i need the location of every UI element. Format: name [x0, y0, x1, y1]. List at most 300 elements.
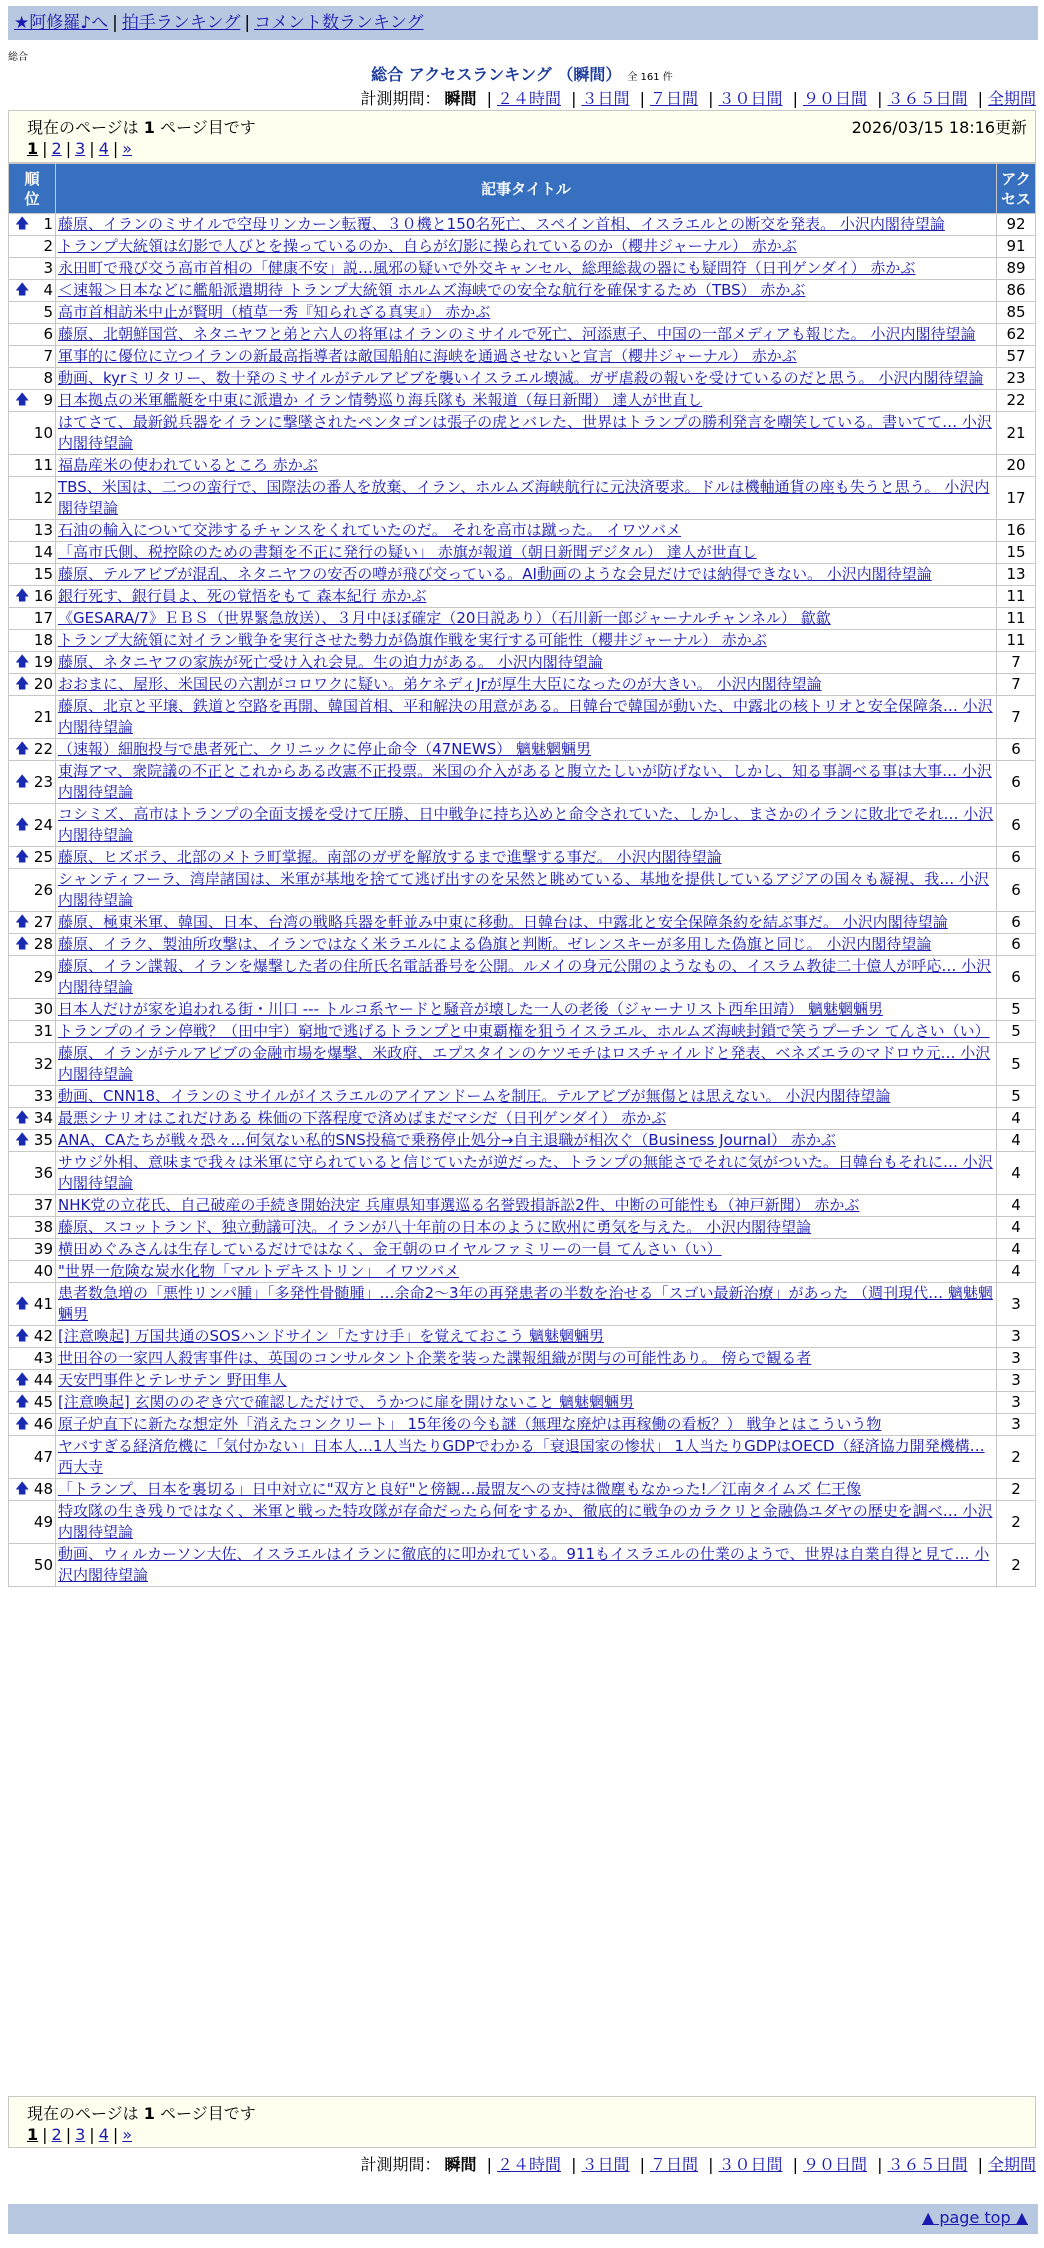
table-row: [9, 1086, 1036, 1108]
access-count: 57: [997, 346, 1036, 368]
access-count: 3: [997, 1392, 1036, 1414]
table-row: [9, 455, 1036, 477]
period-label: 計測期間：: [360, 2155, 441, 2174]
access-count: 4: [997, 1152, 1036, 1195]
table-row: [9, 652, 1036, 674]
bottom-bar: [8, 2204, 1038, 2234]
table-row: [9, 1108, 1036, 1130]
table-row: [9, 1217, 1036, 1239]
table-row: [9, 1479, 1036, 1501]
table-row: [9, 1544, 1036, 1587]
period-selector-top: 計測期間： 瞬間 | ２４時間 | ３日間 | ７日間 | ３０日間 | ９０日間 | ３６５日間 | 全期間: [360, 89, 1036, 108]
article-link[interactable]: 永田町で飛び交う高市首相の「健康不安」説…風邪の疑いで外交キャンセル、総理総裁の器にも疑問符（日刊ゲンダイ） 赤かぶ: [58, 259, 916, 277]
table-row: [9, 324, 1036, 346]
rank-cell: [9, 674, 56, 696]
rank-cell: [9, 630, 56, 652]
up-arrow-icon: 🡅: [15, 1110, 30, 1126]
rank-cell: [9, 847, 56, 869]
title-cell: [56, 999, 997, 1021]
up-arrow-icon: 🡅: [15, 849, 30, 865]
period-link-365d[interactable]: ３６５日間: [887, 2155, 968, 2174]
rank-cell: [9, 586, 56, 608]
up-arrow-icon: 🡅: [15, 1372, 30, 1388]
access-count: 20: [997, 455, 1036, 477]
title-cell: [56, 1348, 997, 1370]
pagination-bottom: 1 | 2 | 3 | 4 | »: [27, 2125, 133, 2144]
article-link[interactable]: [注意喚起] 万国共通のSOSハンドサイン「たすけ手」を覚えておこう 魑魅魍魎男: [58, 1327, 605, 1345]
article-link[interactable]: 横田めぐみさんは生存しているだけではなく、金王朝のロイヤルファミリーの一員 てんさい（い）: [58, 1240, 722, 1258]
access-count: 22: [997, 390, 1036, 412]
rank-cell: [9, 412, 56, 455]
article-link[interactable]: 「トランプ、日本を裏切る」日中対立に"双方と良好"と傍観…最盟友への支持は微塵もなかった!／江南タイムズ 仁王像: [58, 1480, 862, 1498]
article-link[interactable]: 日本人だけが家を追われる街・川口 --- トルコ系ヤードと騒音が壊した一人の老後（ジャーナリスト西牟田靖） 魑魅魍魎男: [58, 1000, 883, 1018]
title-cell: [56, 1436, 997, 1479]
table-row: [9, 630, 1036, 652]
rank-cell: [9, 1217, 56, 1239]
rank-cell: [9, 1108, 56, 1130]
table-row: [9, 912, 1036, 934]
article-link[interactable]: 石油の輸入について交渉するチャンスをくれていたのだ。 それを高市は蹴った。 イワツバメ: [58, 521, 682, 539]
access-count: 7: [997, 696, 1036, 739]
rank-cell: [9, 455, 56, 477]
rank-number: 6: [43, 325, 53, 343]
rank-number: 30: [33, 1000, 53, 1018]
up-arrow-icon: 🡅: [15, 914, 30, 930]
rank-number: 12: [33, 488, 53, 507]
rank-cell: [9, 1195, 56, 1217]
article-link[interactable]: サウジ外相、意味まで我々は米軍に守られていると信じていたが逆だった、トランプの無能さでそれに気がついた。日韓台もそれに… 小沢内閣待望論: [58, 1153, 993, 1192]
title-cell: [56, 280, 997, 302]
pager-next[interactable]: »: [122, 139, 133, 158]
header-title: 記事タイトル: [56, 164, 997, 214]
table-row: [9, 564, 1036, 586]
rank-number: 25: [33, 848, 53, 866]
period-link-24h[interactable]: ２４時間: [496, 89, 561, 108]
title-cell: [56, 477, 997, 520]
up-arrow-icon: 🡅: [15, 392, 30, 408]
access-count: 6: [997, 847, 1036, 869]
article-link[interactable]: 「高市氏側、税控除のための書類を不正に発行の疑い」 赤旗が報道（朝日新聞デジタル） 達人が世直し: [58, 543, 757, 561]
period-link-24h[interactable]: ２４時間: [496, 2155, 561, 2174]
article-link[interactable]: おおまに、屋形、米国民の六割がコロワクに疑い。弟ケネディJrが厚生大臣になったのが大きい。 小沢内閣待望論: [58, 675, 822, 693]
access-count: 11: [997, 586, 1036, 608]
rank-number: 8: [43, 369, 53, 387]
title-cell: [56, 1152, 997, 1195]
article-link[interactable]: 藤原、イランがテルアビブの金融市場を爆撃、米政府、エプスタインのケツモチはロスチャイルドと発表、ベネズエラのマドロウ元… 小沢内閣待望論: [58, 1044, 991, 1083]
table-row: [9, 804, 1036, 847]
rank-number: 27: [33, 913, 53, 931]
access-count: 23: [997, 368, 1036, 390]
ranking-table: [8, 163, 1036, 1587]
updated-timestamp: 2026/03/15 18:16更新: [851, 118, 1027, 137]
top-nav-bar: [8, 6, 1038, 40]
period-link-30d[interactable]: ３０日間: [718, 89, 783, 108]
table-row: [9, 1043, 1036, 1086]
access-count: 6: [997, 739, 1036, 761]
period-link-all[interactable]: 全期間: [987, 2155, 1036, 2174]
rank-cell: [9, 869, 56, 912]
access-count: 3: [997, 1326, 1036, 1348]
table-row: [9, 236, 1036, 258]
article-link[interactable]: 藤原、テルアビブが混乱、ネタニヤフの安否の噂が飛び交っている。AI動画のような会見だけでは納得できない。 小沢内閣待望論: [58, 565, 932, 583]
up-arrow-icon: 🡅: [15, 654, 30, 670]
rank-cell: [9, 346, 56, 368]
access-count: 2: [997, 1479, 1036, 1501]
up-arrow-icon: 🡅: [15, 282, 30, 298]
article-link[interactable]: 藤原、極東米軍、韓国、日本、台湾の戦略兵器を軒並み中東に移動。日韓台は、中露北と安全保障条約を結ぶ事だ。 小沢内閣待望論: [58, 913, 948, 931]
rank-cell: [9, 1436, 56, 1479]
title-cell: [56, 1195, 997, 1217]
rank-number: 26: [33, 880, 53, 899]
title-cell: [56, 1414, 997, 1436]
period-link-7d[interactable]: ７日間: [649, 2155, 698, 2174]
article-link[interactable]: 藤原、北朝鮮国営、ネタニヤフと弟と六人の将軍はイランのミサイルで死亡、河添恵子、中国の一部メディアも報じた。 小沢内閣待望論: [58, 325, 976, 343]
title-cell: [56, 608, 997, 630]
period-current: 瞬間: [444, 2155, 477, 2174]
article-link[interactable]: 《GESARA/7》ＥＢＳ（世界緊急放送）、３月中ほぼ確定（20日説あり）（石川新一郎ジャーナルチャンネル） 歙歙: [58, 609, 831, 627]
access-count: 92: [997, 214, 1036, 236]
up-arrow-icon: 🡅: [15, 1394, 30, 1410]
table-row: [9, 1261, 1036, 1283]
table-row: [9, 696, 1036, 739]
up-arrow-icon: 🡅: [15, 1132, 30, 1148]
article-link[interactable]: 福島産米の使われているところ 赤かぶ: [58, 456, 318, 474]
rank-number: 48: [33, 1480, 53, 1498]
rank-cell: [9, 804, 56, 847]
article-link[interactable]: トランプのイラン停戦？（田中宇）窮地で逃げるトランプと中東覇権を狙うイスラエル、ホルムズ海峡封鎖で笑うプーチン てんさい（い）: [58, 1022, 990, 1040]
table-row: [9, 869, 1036, 912]
access-count: 13: [997, 564, 1036, 586]
access-count: 6: [997, 912, 1036, 934]
rank-cell: [9, 1392, 56, 1414]
section-label: 総合: [8, 52, 28, 63]
rank-number: 37: [33, 1196, 53, 1214]
rank-number: 41: [33, 1294, 53, 1313]
access-count: 5: [997, 1021, 1036, 1043]
rank-number: 28: [33, 935, 53, 953]
rank-number: 15: [33, 565, 53, 583]
article-link[interactable]: 動画、ウィルカーソン大佐、イスラエルはイランに徹底的に叩かれている。911もイスラエルの仕業のようで、世界は自業自得と見て… 小沢内閣待望論: [58, 1545, 990, 1584]
pager-next[interactable]: »: [122, 2125, 133, 2144]
title-cell: [56, 804, 997, 847]
up-arrow-icon: 🡅: [15, 1328, 30, 1344]
article-link[interactable]: 動画、CNN18、イランのミサイルがイスラエルのアイアンドームを制圧。テルアビブが無傷とは思えない。 小沢内閣待望論: [58, 1087, 891, 1105]
rank-cell: [9, 214, 56, 236]
rank-cell: [9, 302, 56, 324]
table-row: [9, 1152, 1036, 1195]
rank-number: 50: [33, 1555, 53, 1574]
up-arrow-icon: 🡅: [15, 1416, 30, 1432]
access-count: 3: [997, 1348, 1036, 1370]
rank-number: 21: [33, 707, 53, 726]
access-count: 3: [997, 1283, 1036, 1326]
period-selector-bottom: 計測期間： 瞬間 | ２４時間 | ３日間 | ７日間 | ３０日間 | ９０日間 | ３６５日間 | 全期間: [360, 2155, 1036, 2174]
access-count: 11: [997, 630, 1036, 652]
rank-number: 22: [33, 740, 53, 758]
article-link[interactable]: 原子炉直下に新たな想定外「消えたコンクリート」 15年後の今も謎（無理な廃炉は再稼働の看板？） 戦争とはこういう物: [58, 1415, 882, 1433]
up-arrow-icon: 🡅: [15, 773, 30, 790]
table-row: [9, 608, 1036, 630]
title-cell: [56, 652, 997, 674]
article-link[interactable]: 軍事的に優位に立つイランの新最高指導者は敵国船舶に海峡を通過させないと宣言（櫻井ジャーナル） 赤かぶ: [58, 347, 797, 365]
rank-cell: [9, 608, 56, 630]
article-link[interactable]: シャンティフーラ、湾岸諸国は、米軍が基地を捨てて逃げ出すのを呆然と眺めている、基地を提供しているアジアの国々も凝視、我… 小沢内閣待望論: [58, 870, 990, 909]
rank-number: 34: [33, 1109, 53, 1127]
nav-separator: |: [244, 13, 251, 33]
article-link[interactable]: "世界一危険な炭水化物「マルトデキストリン」 イワツバメ: [58, 1262, 460, 1280]
article-link[interactable]: 最悪シナリオはこれだけある 株価の下落程度で済めばまだマシだ（日刊ゲンダイ） 赤かぶ: [58, 1109, 667, 1127]
rank-cell: [9, 761, 56, 804]
table-row: [9, 1130, 1036, 1152]
access-count: 6: [997, 934, 1036, 956]
rank-cell: [9, 1544, 56, 1587]
access-count: 89: [997, 258, 1036, 280]
rank-cell: [9, 1501, 56, 1544]
article-link[interactable]: 銀行死す、銀行員よ、死の覚悟をもて 森本紀行 赤かぶ: [58, 587, 427, 605]
article-link[interactable]: ＜速報＞日本などに艦船派遣期待 トランプ大統領 ホルムズ海峡での安全な航行を確保するため（TBS） 赤かぶ: [58, 281, 806, 299]
page-title-block: [0, 62, 1044, 85]
access-count: 7: [997, 652, 1036, 674]
rank-cell: [9, 1370, 56, 1392]
rank-cell: [9, 520, 56, 542]
article-link[interactable]: はてさて、最新鋭兵器をイランに撃墜されたペンタゴンは張子の虎とバレた、世界はトランプの勝利発言を嘲笑している。書いてて… 小沢内閣待望論: [58, 413, 992, 452]
current-page-text: 現在のページは 1 ページ目です: [27, 118, 256, 137]
rank-number: 29: [33, 967, 53, 986]
table-row: [9, 1283, 1036, 1326]
title-cell: [56, 258, 997, 280]
period-link-365d[interactable]: ３６５日間: [887, 89, 968, 108]
article-link[interactable]: 藤原、イランのミサイルで空母リンカーン転覆、３０機と150名死亡、スペイン首相、イスラエルとの断交を発表。 小沢内閣待望論: [58, 215, 945, 233]
rank-cell: [9, 1348, 56, 1370]
header-rank: 順位: [9, 164, 56, 214]
title-cell: [56, 761, 997, 804]
article-link[interactable]: 世田谷の一家四人殺害事件は、英国のコンサルタント企業を装った諜報組織が関与の可能性あり。 傍らで観る者: [58, 1349, 812, 1367]
table-row: [9, 302, 1036, 324]
article-link[interactable]: 天安門事件とテレサテン 野田隼人: [58, 1371, 287, 1389]
rank-number: 46: [33, 1415, 53, 1433]
rank-number: 42: [33, 1327, 53, 1345]
table-row: [9, 542, 1036, 564]
page-info-bottom: [8, 2096, 1036, 2148]
title-cell: [56, 1479, 997, 1501]
article-link[interactable]: 藤原、イラク、製油所攻撃は、イランではなく米ラエルによる偽旗と判断。ゼレンスキーが多用した偽旗と同じ。 小沢内閣待望論: [58, 935, 932, 953]
pager-page-3[interactable]: 3: [75, 139, 86, 158]
table-row: [9, 1195, 1036, 1217]
period-current: 瞬間: [444, 89, 477, 108]
access-count: 5: [997, 1043, 1036, 1086]
rank-cell: [9, 542, 56, 564]
title-cell: [56, 956, 997, 999]
title-cell: [56, 368, 997, 390]
period-label: 計測期間：: [360, 89, 441, 108]
rank-cell: [9, 1326, 56, 1348]
article-link[interactable]: 藤原、スコットランド、独立動議可決。イランが八十年前の日本のように欧州に勇気を与えた。 小沢内閣待望論: [58, 1218, 812, 1236]
table-row: [9, 477, 1036, 520]
title-cell: [56, 1043, 997, 1086]
comment-ranking-link[interactable]: コメント数ランキング: [254, 13, 424, 33]
access-count: 11: [997, 608, 1036, 630]
up-arrow-icon: 🡅: [15, 816, 30, 833]
page-info-top: [8, 110, 1036, 163]
pager-page-3[interactable]: 3: [75, 2125, 86, 2144]
title-cell: [56, 1501, 997, 1544]
rank-number: 5: [43, 303, 53, 321]
table-row: [9, 520, 1036, 542]
article-link[interactable]: 日本拠点の米軍艦艇を中東に派遣か イラン情勢巡り海兵隊も 米報道（毎日新聞） 達人が世直し: [58, 391, 703, 409]
pagination: 1 | 2 | 3 | 4 | »: [27, 139, 133, 158]
rank-cell: [9, 1130, 56, 1152]
ranking-body: [9, 214, 1036, 1587]
title-cell: [56, 1370, 997, 1392]
rank-cell: [9, 324, 56, 346]
rank-number: 33: [33, 1087, 53, 1105]
rank-cell: [9, 236, 56, 258]
period-link-90d[interactable]: ９０日間: [802, 2155, 867, 2174]
article-link[interactable]: 高市首相訪米中止が賢明（植草一秀『知られざる真実』） 赤かぶ: [58, 303, 491, 321]
article-link[interactable]: 藤原、ネタニヤフの家族が死亡受け入れ会見。生の迫力がある。 小沢内閣待望論: [58, 653, 603, 671]
title-cell: [56, 1261, 997, 1283]
rank-number: 7: [43, 347, 53, 365]
title-cell: [56, 1217, 997, 1239]
period-link-90d[interactable]: ９０日間: [802, 89, 867, 108]
period-link-7d[interactable]: ７日間: [649, 89, 698, 108]
table-row: [9, 761, 1036, 804]
rank-cell: [9, 1283, 56, 1326]
title-cell: [56, 1130, 997, 1152]
article-link[interactable]: 特攻隊の生き残りではなく、米軍と戦った特攻隊が存命だったら何をするか、徹底的に戦争のカラクリと金融偽ユダヤの歴史を調べ… 小沢内閣待望論: [58, 1502, 993, 1541]
rank-cell: [9, 1479, 56, 1501]
article-link[interactable]: 患者数急増の「悪性リンパ腫」「多発性骨髄腫」…余命2〜3年の再発患者の半数を治せる「スゴい最新治療」があった （週刊現代… 魑魅魍魎男: [58, 1284, 993, 1323]
article-link[interactable]: TBS、米国は、二つの蛮行で、国際法の番人を放棄、イラン、ホルムズ海峡航行に元決済要求。ドルは機軸通貨の座も失うと思う。 小沢内閣待望論: [58, 478, 990, 517]
rank-cell: [9, 368, 56, 390]
table-row: [9, 999, 1036, 1021]
rank-number: 4: [43, 281, 53, 299]
article-link[interactable]: 藤原、北京と平壌、鉄道と空路を再開、韓国首相、平和解決の用意がある。日韓台で韓国が動いた、中露北の核トリオと安全保障条… 小沢内閣待望論: [58, 697, 993, 736]
access-count: 21: [997, 412, 1036, 455]
table-header-row: [9, 164, 1036, 214]
title-cell: [56, 214, 997, 236]
period-link-all[interactable]: 全期間: [987, 89, 1036, 108]
title-cell: [56, 1239, 997, 1261]
article-link[interactable]: トランプ大統領に対イラン戦争を実行させた勢力が偽旗作戦を実行する可能性（櫻井ジャーナル） 赤かぶ: [58, 631, 767, 649]
rank-number: 38: [33, 1218, 53, 1236]
rank-number: 9: [43, 391, 53, 409]
page-top-link[interactable]: ▲ page top ▲: [921, 2208, 1028, 2227]
rank-number: 3: [43, 259, 53, 277]
article-link[interactable]: 藤原、ヒズボラ、北部のメトラ町掌握。南部のガザを解放するまで進撃する事だ。 小沢内閣待望論: [58, 848, 722, 866]
pager-current: 1: [27, 139, 39, 158]
access-count: 4: [997, 1261, 1036, 1283]
title-cell: [56, 630, 997, 652]
access-count: 5: [997, 999, 1036, 1021]
rank-number: 13: [33, 521, 53, 539]
article-link[interactable]: [注意喚起] 玄関ののぞき穴で確認しただけで、うかつに扉を開けないこと 魑魅魍魎男: [58, 1393, 634, 1411]
access-count: 15: [997, 542, 1036, 564]
rank-number: 16: [33, 587, 53, 605]
up-arrow-icon: 🡅: [15, 1295, 30, 1312]
title-cell: [56, 912, 997, 934]
title-cell: [56, 1108, 997, 1130]
access-count: 2: [997, 1544, 1036, 1587]
title-cell: [56, 455, 997, 477]
period-link-3d[interactable]: ３日間: [581, 2155, 630, 2174]
pager-page-2[interactable]: 2: [51, 2125, 62, 2144]
rank-number: 11: [33, 456, 53, 474]
pager-page-2[interactable]: 2: [51, 139, 62, 158]
rank-cell: [9, 390, 56, 412]
rank-number: 45: [33, 1393, 53, 1411]
access-count: 4: [997, 1108, 1036, 1130]
period-link-30d[interactable]: ３０日間: [718, 2155, 783, 2174]
table-row: [9, 1414, 1036, 1436]
rank-number: 18: [33, 631, 53, 649]
clap-ranking-link[interactable]: 拍手ランキング: [121, 13, 241, 33]
pager-page-4[interactable]: 4: [98, 139, 109, 158]
title-cell: [56, 1021, 997, 1043]
rank-cell: [9, 999, 56, 1021]
access-count: 4: [997, 1217, 1036, 1239]
period-link-3d[interactable]: ３日間: [581, 89, 630, 108]
table-row: [9, 1239, 1036, 1261]
rank-number: 44: [33, 1371, 53, 1389]
title-cell: [56, 542, 997, 564]
article-link[interactable]: ANA、CAたちが戦々恐々…何気ない私的SNS投稿で乗務停止処分→自主退職が相次ぐ（Business Journal） 赤かぶ: [58, 1131, 836, 1149]
table-row: [9, 258, 1036, 280]
rank-number: 2: [43, 237, 53, 255]
rank-cell: [9, 912, 56, 934]
article-link[interactable]: 動画、kyrミリタリー、数十発のミサイルがテルアビブを襲いイスラエル壊滅。ガザ虐殺の報いを受けているのだと思う。 小沢内閣待望論: [58, 369, 984, 387]
access-count: 85: [997, 302, 1036, 324]
access-count: 4: [997, 1239, 1036, 1261]
home-link[interactable]: ★阿修羅♪へ: [14, 13, 109, 33]
header-access: アクセス: [997, 164, 1036, 214]
pager-current: 1: [27, 2125, 39, 2144]
table-row: [9, 1392, 1036, 1414]
access-count: 86: [997, 280, 1036, 302]
article-link[interactable]: NHK党の立花氏、自己破産の手続き開始決定 兵庫県知事選巡る名誉毀損訴訟2件、中断の可能性も（神戸新聞） 赤かぶ: [58, 1196, 860, 1214]
pager-page-4[interactable]: 4: [98, 2125, 109, 2144]
rank-number: 20: [33, 675, 53, 693]
title-cell: [56, 739, 997, 761]
table-row: [9, 934, 1036, 956]
table-row: [9, 390, 1036, 412]
rank-cell: [9, 477, 56, 520]
article-link[interactable]: （速報）細胞投与で患者死亡、クリニックに停止命令（47NEWS） 魑魅魍魎男: [58, 740, 592, 758]
article-link[interactable]: トランプ大統領は幻影で人びとを操っているのか、自らが幻影に操られているのか（櫻井ジャーナル） 赤かぶ: [58, 237, 797, 255]
rank-number: 43: [33, 1349, 53, 1367]
up-arrow-icon: 🡅: [15, 216, 30, 232]
rank-number: 35: [33, 1131, 53, 1149]
article-link[interactable]: ヤバすぎる経済危機に「気付かない」日本人…1人当たりGDPでわかる「衰退国家の惨状」 1人当たりGDPはOECD（経済協力開発機構… 西大寺: [58, 1437, 985, 1476]
rank-cell: [9, 564, 56, 586]
access-count: 7: [997, 674, 1036, 696]
title-cell: [56, 847, 997, 869]
article-link[interactable]: 東海アマ、衆院議の不正とこれからある改憲不正投票。米国の介入があると腹立たしいが防げない、しかし、知る事調べる事は大事… 小沢内閣待望論: [58, 762, 992, 801]
article-link[interactable]: コシミズ、高市はトランプの全面支援を受けて圧勝、日中戦争に持ち込めと命令されていた、しかし、まさかのイランに敗北でそれ… 小沢内閣待望論: [58, 805, 994, 844]
rank-number: 14: [33, 543, 53, 561]
access-count: 3: [997, 1414, 1036, 1436]
rank-number: 39: [33, 1240, 53, 1258]
total-count: 全 161 件: [627, 72, 673, 83]
up-arrow-icon: 🡅: [15, 588, 30, 604]
title-cell: [56, 1544, 997, 1587]
current-page-text-bottom: 現在のページは 1 ページ目です: [27, 2104, 256, 2123]
table-row: [9, 214, 1036, 236]
access-count: 6: [997, 804, 1036, 847]
article-link[interactable]: 藤原、イラン諜報、イランを爆撃した者の住所氏名電話番号を公開。ルメイの身元公開のようなもの、イスラム教徒二十億人が呼応… 小沢内閣待望論: [58, 957, 992, 996]
table-row: [9, 346, 1036, 368]
rank-cell: [9, 1021, 56, 1043]
